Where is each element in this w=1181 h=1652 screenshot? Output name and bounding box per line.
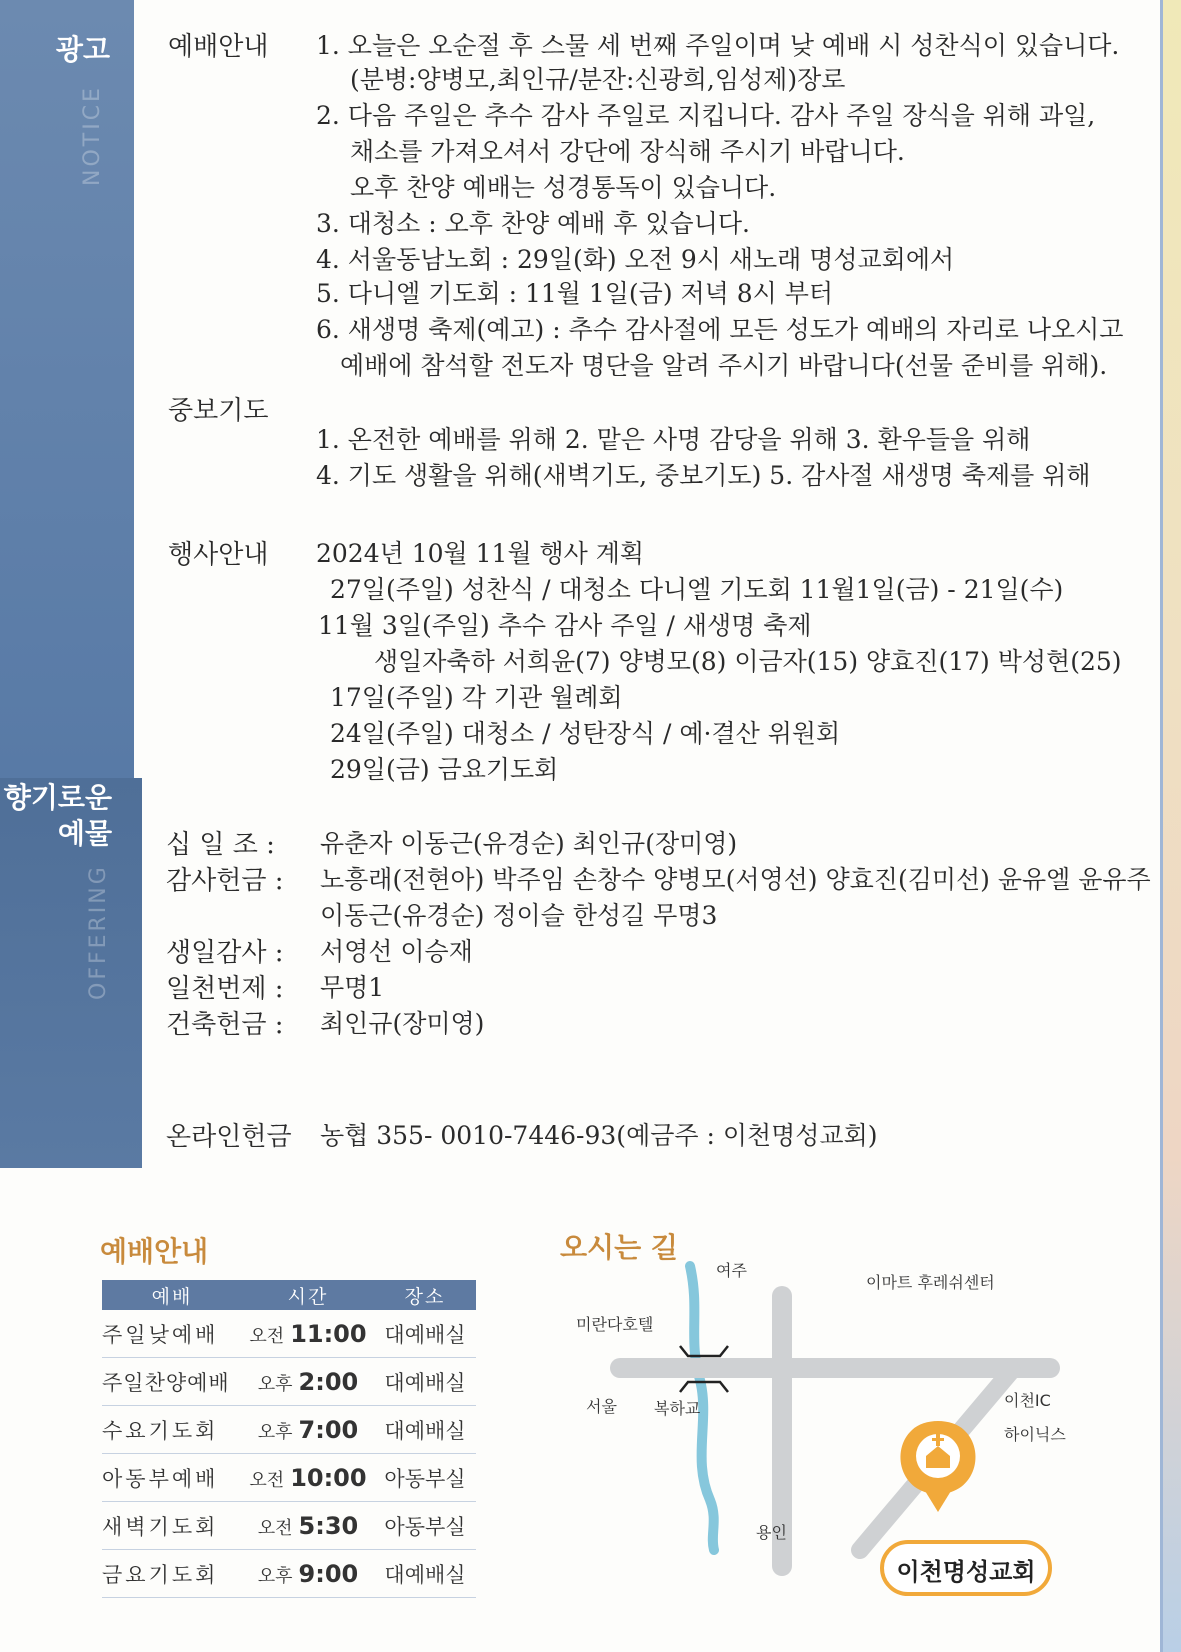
notice-line: 1. 오늘은 오순절 후 스물 세 번째 주일이며 낮 예배 시 성찬식이 있습니다. — [316, 31, 1120, 60]
worship-ampm: 오후 — [257, 1565, 293, 1587]
online-offering-account: 농협 355- 0010-7446-93(예금주 : 이천명성교회) — [320, 1121, 878, 1150]
prayer-line: 4. 기도 생활을 위해(새벽기도, 중보기도) 5. 감사절 새생명 축제를 위해 — [316, 461, 1091, 490]
worship-time: 7:00 — [298, 1415, 359, 1444]
table-row — [102, 1406, 476, 1454]
notice-line: 4. 서울동남노회 : 29일(화) 오전 9시 새노래 명성교회에서 — [316, 245, 955, 274]
birthday-thanks-label: 생일감사 : — [166, 938, 284, 968]
header-time: 시간 — [242, 1280, 374, 1310]
worship-name: 새벽기도회 — [102, 1502, 242, 1550]
directions-map — [560, 1250, 1080, 1580]
map-label-yeoju: 여주 — [716, 1261, 747, 1280]
map-label-icheon-ic: 이천IC — [1004, 1391, 1051, 1410]
online-offering-label: 온라인헌금 — [166, 1122, 292, 1152]
event-line: 17일(주일) 각 기관 월례회 — [330, 683, 623, 712]
thousand-offering-label: 일천번제 : — [166, 974, 284, 1004]
notice-band-label: 광고 — [55, 33, 110, 66]
worship-name: 주일낮예배 — [102, 1310, 242, 1358]
worship-time: 11:00 — [290, 1319, 367, 1348]
worship-ampm: 오전 — [249, 1469, 285, 1491]
birthday-thanks-names: 서영선 이승재 — [320, 937, 473, 966]
worship-place: 대예배실 — [374, 1550, 476, 1598]
worship-name: 주일찬양예배 — [102, 1358, 242, 1406]
edge-strip — [1163, 0, 1181, 1652]
schedule-title: 예배안내 — [100, 1235, 209, 1268]
header-worship: 예배 — [102, 1280, 242, 1310]
directions-title: 오시는 길 — [560, 1231, 678, 1264]
worship-place: 아동부실 — [374, 1502, 476, 1550]
thousand-offering-names: 무명1 — [320, 973, 385, 1002]
worship-ampm: 오후 — [257, 1421, 293, 1443]
worship-ampm: 오후 — [257, 1373, 293, 1395]
notice-line: 5. 다니엘 기도회 : 11월 1일(금) 저녁 8시 부터 — [316, 279, 834, 308]
table-row — [102, 1550, 476, 1598]
notice-line: 2. 다음 주일은 추수 감사 주일로 지킵니다. 감사 주일 장식을 위해 과일, — [316, 101, 1096, 130]
tithe-label: 십 일 조 : — [166, 830, 275, 860]
event-line: 24일(주일) 대청소 / 성탄장식 / 예·결산 위원회 — [330, 719, 841, 748]
map-label-emart: 이마트 후레쉬센터 — [866, 1273, 995, 1292]
table-row — [102, 1358, 476, 1406]
worship-notice-label: 예배안내 — [168, 32, 269, 62]
map-label-yongin: 용인 — [756, 1523, 787, 1542]
worship-name: 금요기도회 — [102, 1550, 242, 1598]
cross-icon — [932, 1438, 944, 1441]
notice-line: 채소를 가져오셔서 강단에 장식해 주시기 바랍니다. — [350, 137, 905, 166]
bridge-top — [680, 1346, 728, 1356]
notice-line: 예배에 참석할 전도자 명단을 알려 주시기 바랍니다(선물 준비를 위해). — [340, 351, 1108, 380]
table-row — [102, 1502, 476, 1550]
event-line: 11월 3일(주일) 추수 감사 주일 / 새생명 축제 — [318, 611, 812, 640]
prayer-label: 중보기도 — [168, 396, 269, 426]
church-name-tag: 이천명성교회 — [880, 1540, 1052, 1596]
event-line: 2024년 10월 11월 행사 계획 — [316, 539, 645, 568]
prayer-line: 1. 온전한 예배를 위해 2. 맡은 사명 감당을 위해 3. 환우들을 위해 — [316, 425, 1031, 454]
worship-place: 대예배실 — [374, 1406, 476, 1454]
offering-vertical-text: OFFERING — [86, 864, 111, 1000]
offering-band-label-1: 향기로운 — [3, 781, 112, 814]
table-row — [102, 1310, 476, 1358]
event-line: 27일(주일) 성찬식 / 대청소 다니엘 기도회 11월1일(금) - 21일(수) — [330, 575, 1064, 604]
map-label-miranda: 미란다호텔 — [576, 1315, 654, 1334]
map-label-seoul: 서울 — [586, 1397, 617, 1416]
thanks-names: 이동근(유경순) 정이슬 한성길 무명3 — [320, 901, 718, 930]
notice-line: 3. 대청소 : 오후 찬양 예배 후 있습니다. — [316, 209, 750, 238]
worship-time: 10:00 — [290, 1463, 367, 1492]
header-place: 장소 — [374, 1280, 476, 1310]
notice-line: 오후 찬양 예배는 성경통독이 있습니다. — [350, 173, 777, 202]
map-label-bokhagyo: 복하교 — [654, 1399, 701, 1418]
worship-name: 아동부예배 — [102, 1454, 242, 1502]
worship-time: 5:30 — [298, 1511, 359, 1540]
thanks-label: 감사헌금 : — [166, 866, 284, 896]
table-header-row — [102, 1280, 476, 1310]
worship-time: 2:00 — [298, 1367, 359, 1396]
worship-ampm: 오전 — [249, 1325, 285, 1347]
tithe-names: 유춘자 이동근(유경순) 최인규(장미영) — [320, 829, 738, 858]
table-row — [102, 1454, 476, 1502]
worship-schedule-table — [102, 1280, 476, 1598]
church-pin-tip — [922, 1486, 954, 1512]
notice-band — [0, 0, 134, 778]
notice-vertical-text: NOTICE — [80, 85, 105, 186]
worship-name: 수요기도회 — [102, 1406, 242, 1454]
map-label-hynix: 하이닉스 — [1004, 1425, 1066, 1444]
building-fund-names: 최인규(장미영) — [320, 1009, 485, 1038]
worship-place: 아동부실 — [374, 1454, 476, 1502]
event-label: 행사안내 — [168, 540, 269, 570]
event-line: 생일자축하 서희윤(7) 양병모(8) 이금자(15) 양효진(17) 박성현(25) — [374, 647, 1122, 676]
thanks-names: 노흥래(전현아) 박주임 손창수 양병모(서영선) 양효진(김미선) 윤유엘 윤유주 — [320, 865, 1151, 894]
notice-line: 6. 새생명 축제(예고) : 추수 감사절에 모든 성도가 예배의 자리로 나오시고 — [316, 315, 1124, 344]
building-fund-label: 건축헌금 : — [166, 1010, 284, 1040]
notice-line: (분병:양병모,최인규/분잔:신광희,임성제)장로 — [350, 65, 846, 94]
event-line: 29일(금) 금요기도회 — [330, 755, 559, 784]
offering-band-label-2: 예물 — [57, 817, 112, 850]
worship-ampm: 오전 — [257, 1517, 293, 1539]
worship-time: 9:00 — [298, 1559, 359, 1588]
worship-place: 대예배실 — [374, 1310, 476, 1358]
worship-place: 대예배실 — [374, 1358, 476, 1406]
